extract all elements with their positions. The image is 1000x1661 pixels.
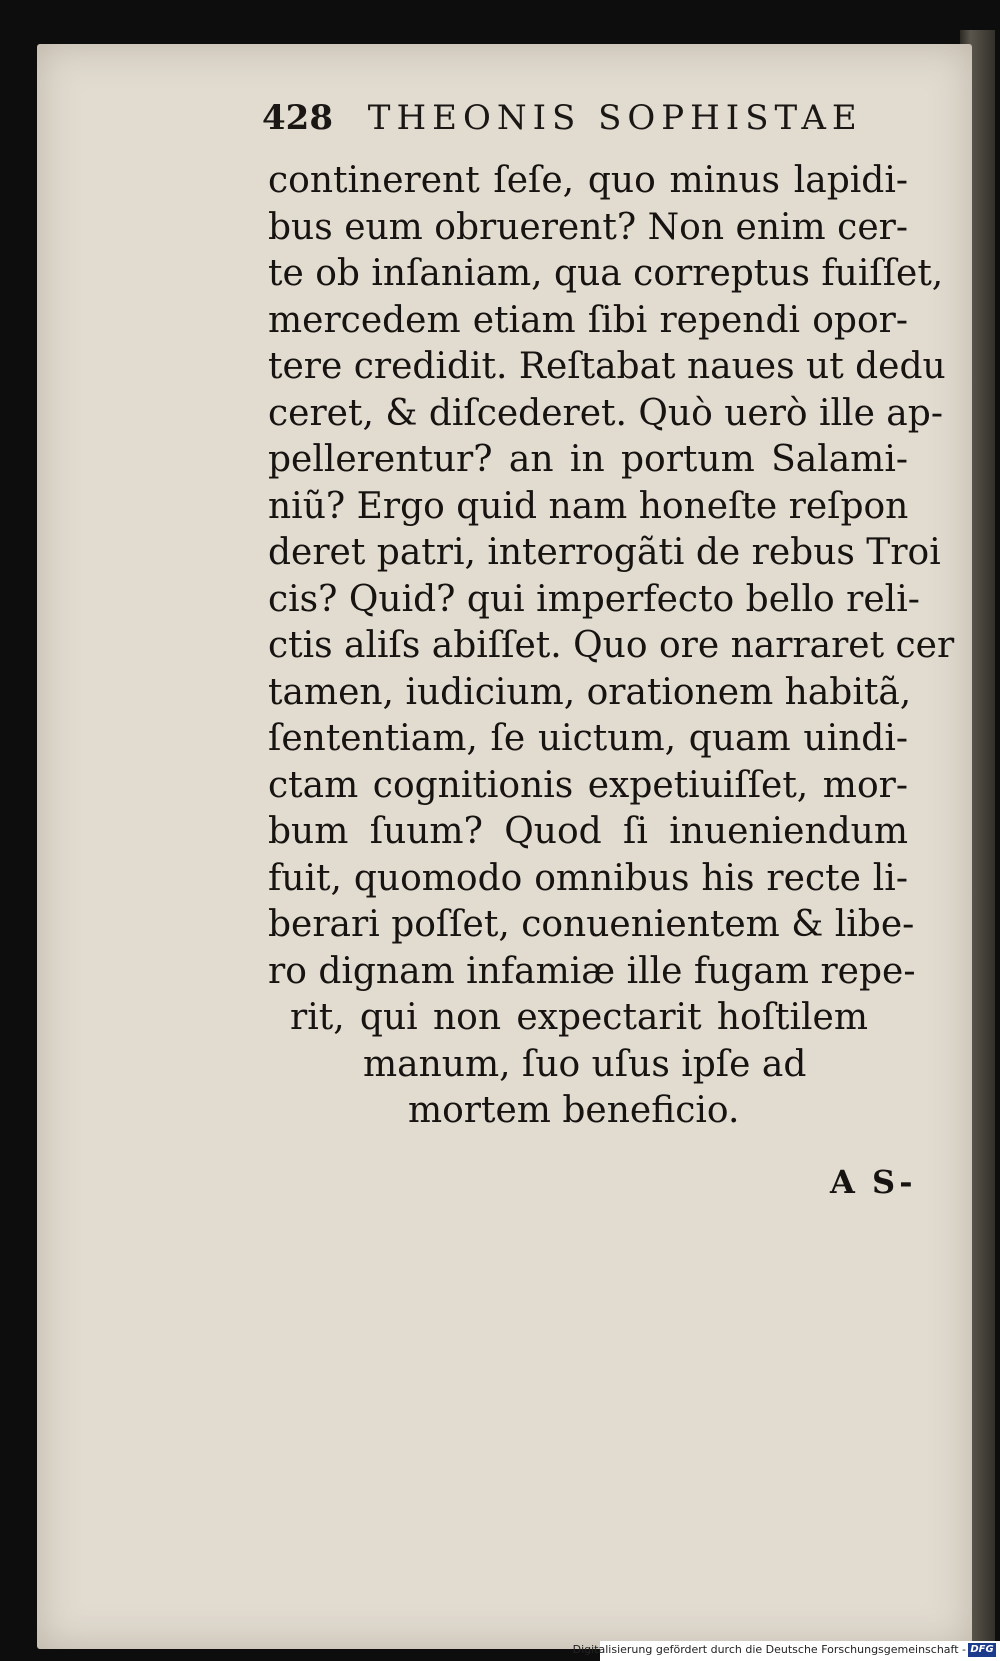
text-line: ctam cognitionis expetiuiſſet, mor- bbox=[268, 764, 908, 806]
running-title: THEONIS SOPHISTAE bbox=[367, 98, 863, 138]
text-line: manum, ſuo uſus ipſe ad bbox=[363, 1043, 807, 1085]
catchword: A S- bbox=[830, 1163, 916, 1201]
text-line: te ob inſaniam, qua correptus fuiſſet, bbox=[268, 253, 944, 294]
text-line: deret patri, interrogãti de rebus Troi bbox=[268, 532, 941, 573]
text-line: rit, qui non expectarit hoſtilem bbox=[290, 997, 868, 1038]
text-line: cis? Quid? qui imperfecto bello reli- bbox=[268, 578, 920, 620]
dfg-logo: DFG bbox=[968, 1643, 996, 1657]
text-line: mercedem etiam ſibi rependi opor- bbox=[268, 299, 908, 341]
page-number: 428 bbox=[262, 98, 333, 138]
text-line: tere credidit. Reſtabat naues ut dedu bbox=[268, 346, 946, 387]
text-line: continerent ſeſe, quo minus lapidi- bbox=[268, 160, 908, 201]
text-line: ceret, & diſcederet. Quò uerò ille ap- bbox=[268, 392, 943, 434]
text-line: bum ſuum? Quod ſi inueniendum bbox=[268, 811, 908, 852]
text-line: fuit, quomodo omnibus his recte li- bbox=[268, 857, 908, 899]
text-line: mortem beneficio. bbox=[408, 1090, 740, 1131]
text-line: niũ? Ergo quid nam honeſte reſpon bbox=[268, 485, 909, 527]
text-line: berari poſſet, conuenientem & libe- bbox=[268, 904, 915, 945]
text-line: ro dignam infamiæ ille fugam repe- bbox=[268, 950, 916, 992]
text-line: bus eum obruerent? Non enim cer- bbox=[268, 206, 908, 248]
text-line: tamen, iudicium, orationem habitã, bbox=[268, 671, 912, 713]
running-header bbox=[262, 98, 902, 153]
footer-credit: Digitalisierung gefördert durch die Deutsche Forschungsgemeinschaft - bbox=[572, 1643, 966, 1656]
body-text bbox=[268, 158, 955, 1135]
text-line: pellerentur? an in portum Salami- bbox=[268, 439, 908, 480]
text-line: ctis aliſs abiſſet. Quo ore narraret cer bbox=[268, 625, 955, 666]
text-line: ſententiam, ſe uictum, quam uindi- bbox=[268, 718, 908, 759]
